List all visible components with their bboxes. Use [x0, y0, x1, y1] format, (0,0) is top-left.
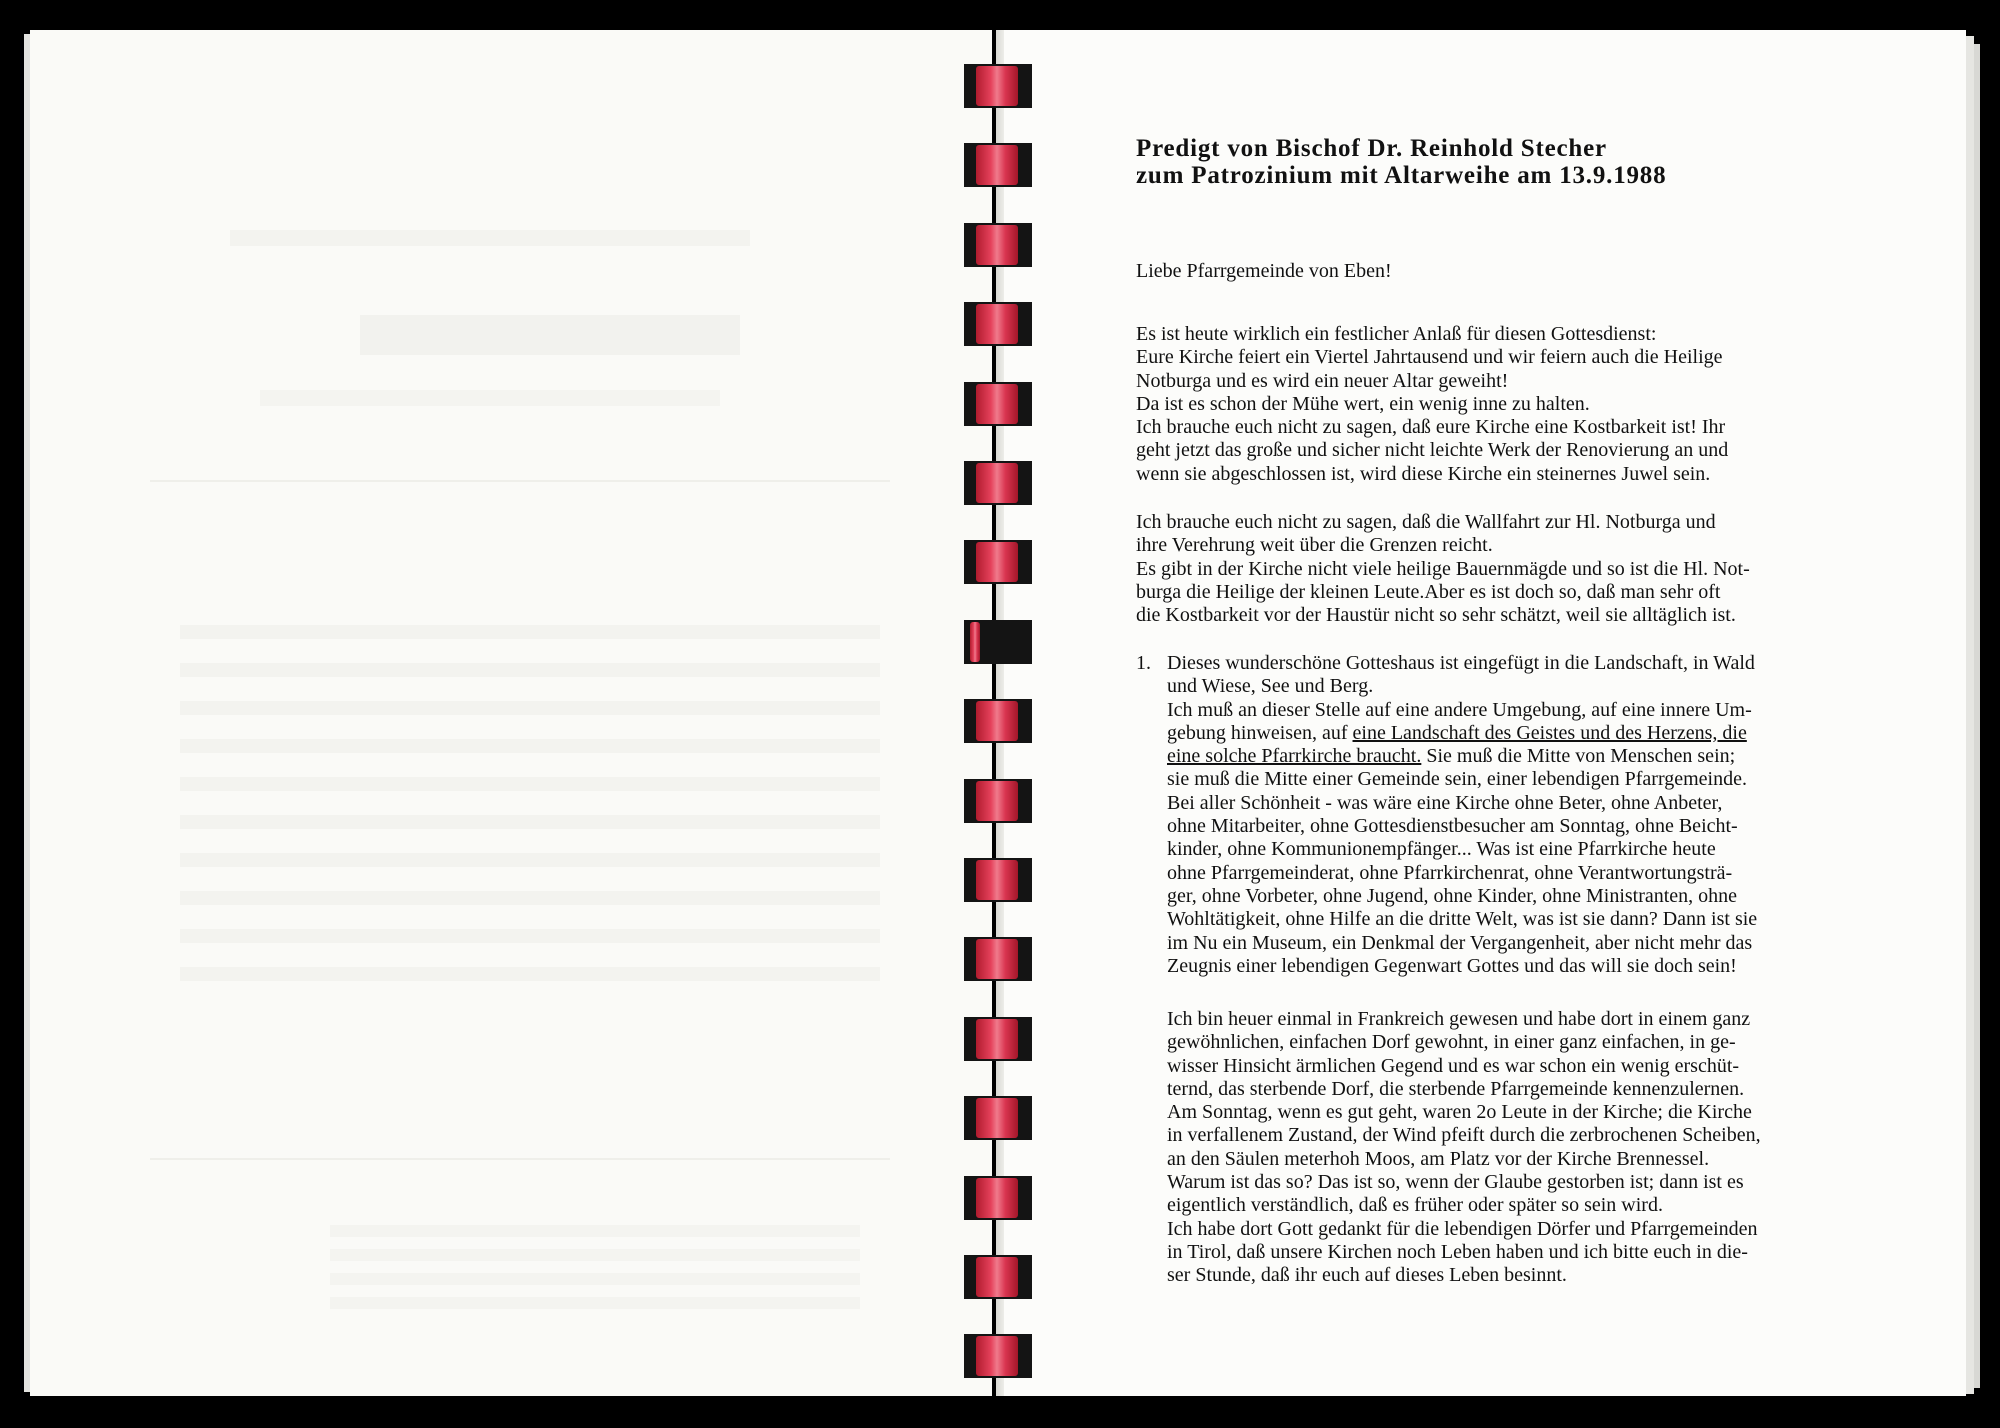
text-line: Es gibt in der Kirche nicht viele heilige Bauernmägde und so ist die Hl. Not- — [1136, 557, 1750, 580]
binding-ring — [976, 939, 1018, 979]
title-line: Predigt von Bischof Dr. Reinhold Stecher — [1136, 135, 1607, 162]
text-line: gewöhnlichen, einfachen Dorf gewohnt, in einer ganz einfachen, in ge- — [1167, 1031, 1736, 1054]
show-through-rule — [150, 1158, 890, 1160]
text-line: in verfallenem Zustand, der Wind pfeift durch die zerbrochenen Scheiben, — [1167, 1124, 1761, 1147]
binding-coil — [964, 1096, 1034, 1140]
binding-ring — [976, 1336, 1018, 1376]
list-number: 1. — [1136, 652, 1151, 674]
text-line: Zeugnis einer lebendigen Gegenwart Gottes und das will sie doch sein! — [1167, 954, 1737, 977]
list-item-1 — [1167, 652, 1862, 978]
show-through-text-block — [360, 315, 740, 355]
binding-coil — [964, 64, 1034, 108]
text-line: an den Säulen meterhoh Moos, am Platz vor der Kirche Brennessel. — [1167, 1147, 1710, 1170]
text-line: Ich bin heuer einmal in Frankreich gewesen und habe dort in einem ganz — [1167, 1008, 1751, 1030]
binding-coil — [964, 302, 1034, 346]
show-through-text-block — [230, 230, 750, 246]
paragraph-1 — [1136, 323, 1856, 486]
binding-ring — [976, 304, 1018, 344]
text-line: Ich brauche euch nicht zu sagen, daß die Wallfahrt zur Hl. Notburga und — [1136, 511, 1716, 533]
binding-ring — [976, 463, 1018, 503]
binding-coil — [964, 699, 1034, 743]
text-line: ser Stunde, daß ihr euch auf dieses Leben besinnt. — [1167, 1264, 1567, 1287]
text-line: Es ist heute wirklich ein festlicher Anlaß für diesen Gottesdienst: — [1136, 323, 1657, 345]
binding-ring — [976, 781, 1018, 821]
text-line: Eure Kirche feiert ein Viertel Jahrtausend und wir feiern auch die Heilige — [1136, 346, 1723, 369]
text-line: wenn sie abgeschlossen ist, wird diese Kirche ein steinernes Juwel sein. — [1136, 462, 1711, 485]
text-line: Ich muß an dieser Stelle auf eine andere Umgebung, auf eine innere Um- — [1167, 698, 1752, 721]
binding-ring — [976, 1257, 1018, 1297]
text-segment: Sie muß die Mitte von Menschen sein; — [1421, 745, 1736, 768]
show-through-text-block — [260, 390, 720, 406]
text-line: die Kostbarkeit vor der Haustür nicht so sehr schätzt, weil sie alltäglich ist. — [1136, 604, 1736, 627]
binding-coil — [964, 1255, 1034, 1299]
text-line: Warum ist das so? Das ist so, wenn der Glaube gestorben ist; dann ist es — [1167, 1171, 1744, 1194]
text-line: in Tirol, daß unsere Kirchen noch Leben haben und ich bitte euch in die- — [1167, 1240, 1748, 1263]
binding-coil — [964, 143, 1034, 187]
binding-ring — [976, 542, 1018, 582]
binding-ring — [976, 1019, 1018, 1059]
right-page-edge — [1974, 44, 1980, 1388]
show-through-rule — [150, 480, 890, 482]
text-line: Ich habe dort Gott gedankt für die lebendigen Dörfer und Pfarrgemeinden — [1167, 1217, 1758, 1240]
binding-coil — [964, 461, 1034, 505]
binding-ring — [976, 225, 1018, 265]
binding-coil — [964, 382, 1034, 426]
text-line: ger, ohne Vorbeter, ohne Jugend, ohne Kinder, ohne Ministranten, ohne — [1167, 884, 1738, 907]
binding-coil — [964, 620, 1034, 664]
paragraph-2 — [1136, 511, 1856, 627]
title-line: zum Patrozinium mit Altarweihe am 13.9.1988 — [1136, 162, 1667, 189]
binding-ring — [970, 622, 980, 662]
sermon-title — [1136, 135, 1666, 189]
text-line: burga die Heilige der kleinen Leute.Aber es ist doch so, daß man sehr oft — [1136, 580, 1721, 603]
text-line — [1167, 722, 1862, 745]
binding-coil — [964, 1017, 1034, 1061]
binding-coil — [964, 858, 1034, 902]
text-segment: gebung hinweisen, auf — [1167, 721, 1353, 744]
show-through-text-block — [180, 625, 880, 995]
text-line: Ich brauche euch nicht zu sagen, daß eure Kirche eine Kostbarkeit ist! Ihr — [1136, 416, 1726, 439]
binding-coil — [964, 223, 1034, 267]
text-line: Wohltätigkeit, ohne Hilfe an die dritte Welt, was ist sie dann? Dann ist sie — [1167, 908, 1758, 931]
list-item-1-continued — [1167, 1008, 1862, 1288]
text-line: ohne Mitarbeiter, ohne Gottesdienstbesucher am Sonntag, ohne Beicht- — [1167, 815, 1738, 838]
binding-ring — [976, 860, 1018, 900]
binding-ring — [976, 145, 1018, 185]
text-line: im Nu ein Museum, ein Denkmal der Vergangenheit, aber nicht mehr das — [1167, 931, 1753, 954]
text-line: kinder, ohne Kommunionempfänger... Was ist eine Pfarrkirche heute — [1167, 838, 1716, 861]
text-line: Notburga und es wird ein neuer Altar geweiht! — [1136, 369, 1509, 392]
binding-ring — [976, 701, 1018, 741]
binding-coil — [964, 779, 1034, 823]
show-through-text-block — [330, 1225, 860, 1315]
binding-coil — [964, 1334, 1034, 1378]
salutation: Liebe Pfarrgemeinde von Eben! — [1136, 260, 1392, 282]
text-line: sie muß die Mitte einer Gemeinde sein, einer lebendigen Pfarrgemeinde. — [1167, 768, 1747, 791]
underlined-text: eine solche Pfarrkirche braucht. — [1167, 745, 1422, 768]
text-line: und Wiese, See und Berg. — [1167, 675, 1374, 698]
right-page-edge — [1966, 36, 1974, 1394]
left-page — [30, 30, 992, 1396]
text-line: ihre Verehrung weit über die Grenzen reicht. — [1136, 534, 1493, 557]
text-line: wisser Hinsicht ärmlichen Gegend und es war schon ein wenig erschüt- — [1167, 1054, 1740, 1077]
binding-coil — [964, 937, 1034, 981]
text-line: geht jetzt das große und sicher nicht leichte Werk der Renovierung an und — [1136, 439, 1729, 462]
binding-ring — [976, 66, 1018, 106]
text-line: Dieses wunderschöne Gotteshaus ist eingefügt in die Landschaft, in Wald — [1167, 652, 1755, 674]
text-line: Da ist es schon der Mühe wert, ein wenig inne zu halten. — [1136, 392, 1590, 415]
text-line — [1167, 745, 1862, 768]
text-line: Am Sonntag, wenn es gut geht, waren 2o Leute in der Kirche; die Kirche — [1167, 1101, 1752, 1124]
binding-ring — [976, 1178, 1018, 1218]
underlined-text: eine Landschaft des Geistes und des Herzens, die — [1352, 721, 1747, 744]
binding-ring — [976, 384, 1018, 424]
binding-coil — [964, 540, 1034, 584]
text-line: Bei aller Schönheit - was wäre eine Kirche ohne Beter, ohne Anbeter, — [1167, 791, 1723, 814]
text-line: ternd, das sterbende Dorf, die sterbende Pfarrgemeinde kennenzulernen. — [1167, 1077, 1745, 1100]
text-line: ohne Pfarrgemeinderat, ohne Pfarrkirchenrat, ohne Verantwortungsträ- — [1167, 861, 1733, 884]
text-line: eigentlich verständlich, daß es früher oder später so sein wird. — [1167, 1194, 1663, 1217]
binding-ring — [976, 1098, 1018, 1138]
binding-coil — [964, 1176, 1034, 1220]
